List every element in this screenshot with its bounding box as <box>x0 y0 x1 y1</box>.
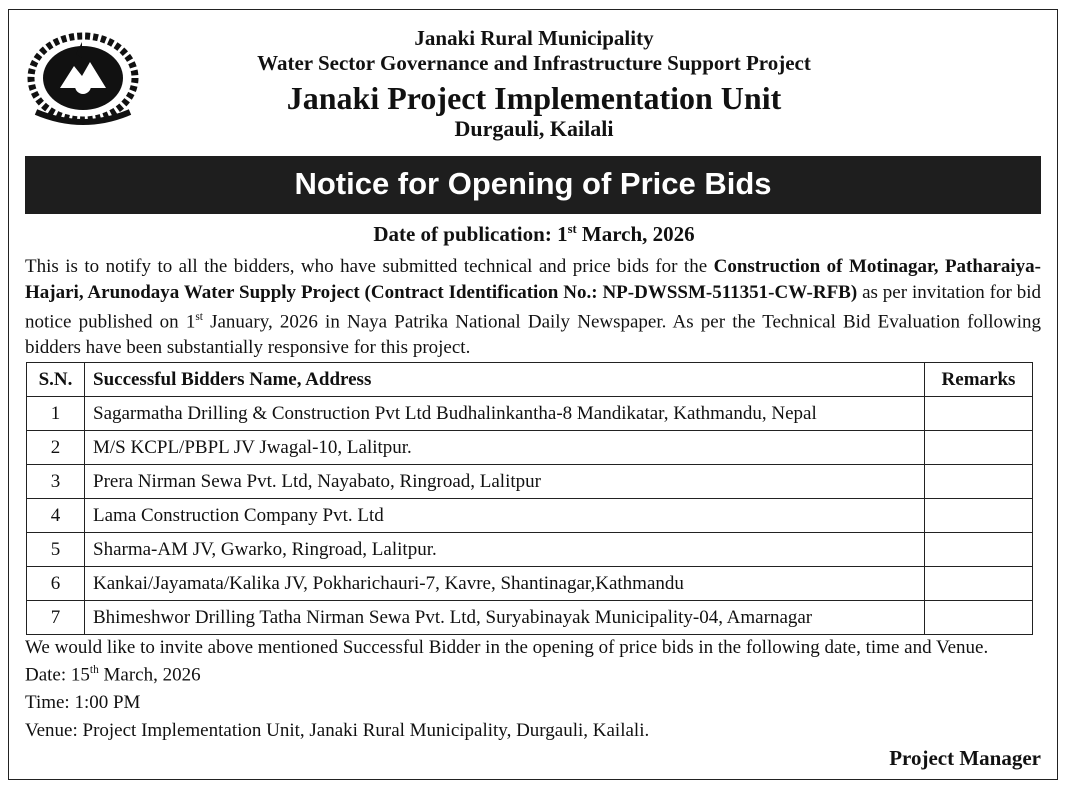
bidders-table <box>26 362 1033 635</box>
row-sn: 5 <box>27 533 85 567</box>
row-sn: 6 <box>27 567 85 601</box>
row-bidder-name: M/S KCPL/PBPL JV Jwagal-10, Lalitpur. <box>85 431 925 465</box>
header-remarks: Remarks <box>925 363 1033 397</box>
row-remarks <box>925 499 1033 533</box>
unit-name: Janaki Project Implementation Unit <box>286 80 782 116</box>
opening-date-rest: March, 2026 <box>98 664 201 686</box>
notice-title: Notice for Opening of Price Bids <box>294 166 772 201</box>
row-sn: 1 <box>27 397 85 431</box>
invite-text: We would like to invite above mentioned Successful Bidder in the opening of price bids in the following date, time and Venue. <box>25 637 989 658</box>
opening-date-label: Date: 15 <box>25 664 90 686</box>
header-name: Successful Bidders Name, Address <box>85 363 925 397</box>
row-remarks <box>925 567 1033 601</box>
opening-venue: Venue: Project Implementation Unit, Janaki Rural Municipality, Durgauli, Kailali. <box>25 720 650 741</box>
publication-date <box>0 222 1068 247</box>
intro-text-3: January, 2026 in Naya Patrika National Daily Newspaper. As per the Technical Bid Evaluation following bidders have been substantially responsive for this project. <box>25 311 1042 358</box>
intro-text-sup: st <box>195 311 203 323</box>
table-row <box>27 397 1033 431</box>
table-header-row <box>27 363 1033 397</box>
table-row <box>27 567 1033 601</box>
opening-date-sup: th <box>89 664 99 676</box>
table-row <box>27 601 1033 635</box>
row-remarks <box>925 601 1033 635</box>
publication-date-sup: st <box>567 222 577 236</box>
publication-date-label: Date of publication: 1 <box>373 222 568 246</box>
row-bidder-name: Kankai/Jayamata/Kalika JV, Pokharichauri-7, Kavre, Shantinagar,Kathmandu <box>85 567 925 601</box>
row-sn: 7 <box>27 601 85 635</box>
project-name: Water Sector Governance and Infrastructure Support Project <box>257 51 811 75</box>
opening-time: Time: 1:00 PM <box>25 692 141 713</box>
header-sn: S.N. <box>27 363 85 397</box>
intro-paragraph <box>25 254 1041 360</box>
table-row <box>27 431 1033 465</box>
publication-date-rest: March, 2026 <box>576 222 695 246</box>
table-row <box>27 533 1033 567</box>
signatory: Project Manager <box>889 746 1041 770</box>
row-sn: 4 <box>27 499 85 533</box>
notice-title-banner <box>25 156 1041 214</box>
opening-date <box>25 664 201 686</box>
row-remarks <box>925 431 1033 465</box>
intro-text-1: This is to notify to all the bidders, who have submitted technical and price bids for the <box>25 256 714 277</box>
row-sn: 2 <box>27 431 85 465</box>
row-bidder-name: Sharma-AM JV, Gwarko, Ringroad, Lalitpur. <box>85 533 925 567</box>
intro-project-title: Construction of Motinagar, Patharaiya-Hajari, Arunodaya Water Supply Project (Contract Identification No.: NP-DWSSM-511351-CW-RFB) <box>25 256 1041 303</box>
location: Durgauli, Kailali <box>454 116 614 141</box>
row-remarks <box>925 465 1033 499</box>
row-bidder-name: Lama Construction Company Pvt. Ltd <box>85 499 925 533</box>
row-bidder-name: Sagarmatha Drilling & Construction Pvt Ltd Budhalinkantha-8 Mandikatar, Kathmandu, Nepal <box>85 397 925 431</box>
table-row <box>27 465 1033 499</box>
row-remarks <box>925 397 1033 431</box>
table-row <box>27 499 1033 533</box>
row-sn: 3 <box>27 465 85 499</box>
intro-text-2: as per invitation for bid notice published on 1 <box>25 281 1041 333</box>
row-bidder-name: Prera Nirman Sewa Pvt. Ltd, Nayabato, Ringroad, Lalitpur <box>85 465 925 499</box>
row-bidder-name: Bhimeshwor Drilling Tatha Nirman Sewa Pvt. Ltd, Suryabinayak Municipality-04, Amarnagar <box>85 601 925 635</box>
municipality-name: Janaki Rural Municipality <box>414 26 654 50</box>
row-remarks <box>925 533 1033 567</box>
